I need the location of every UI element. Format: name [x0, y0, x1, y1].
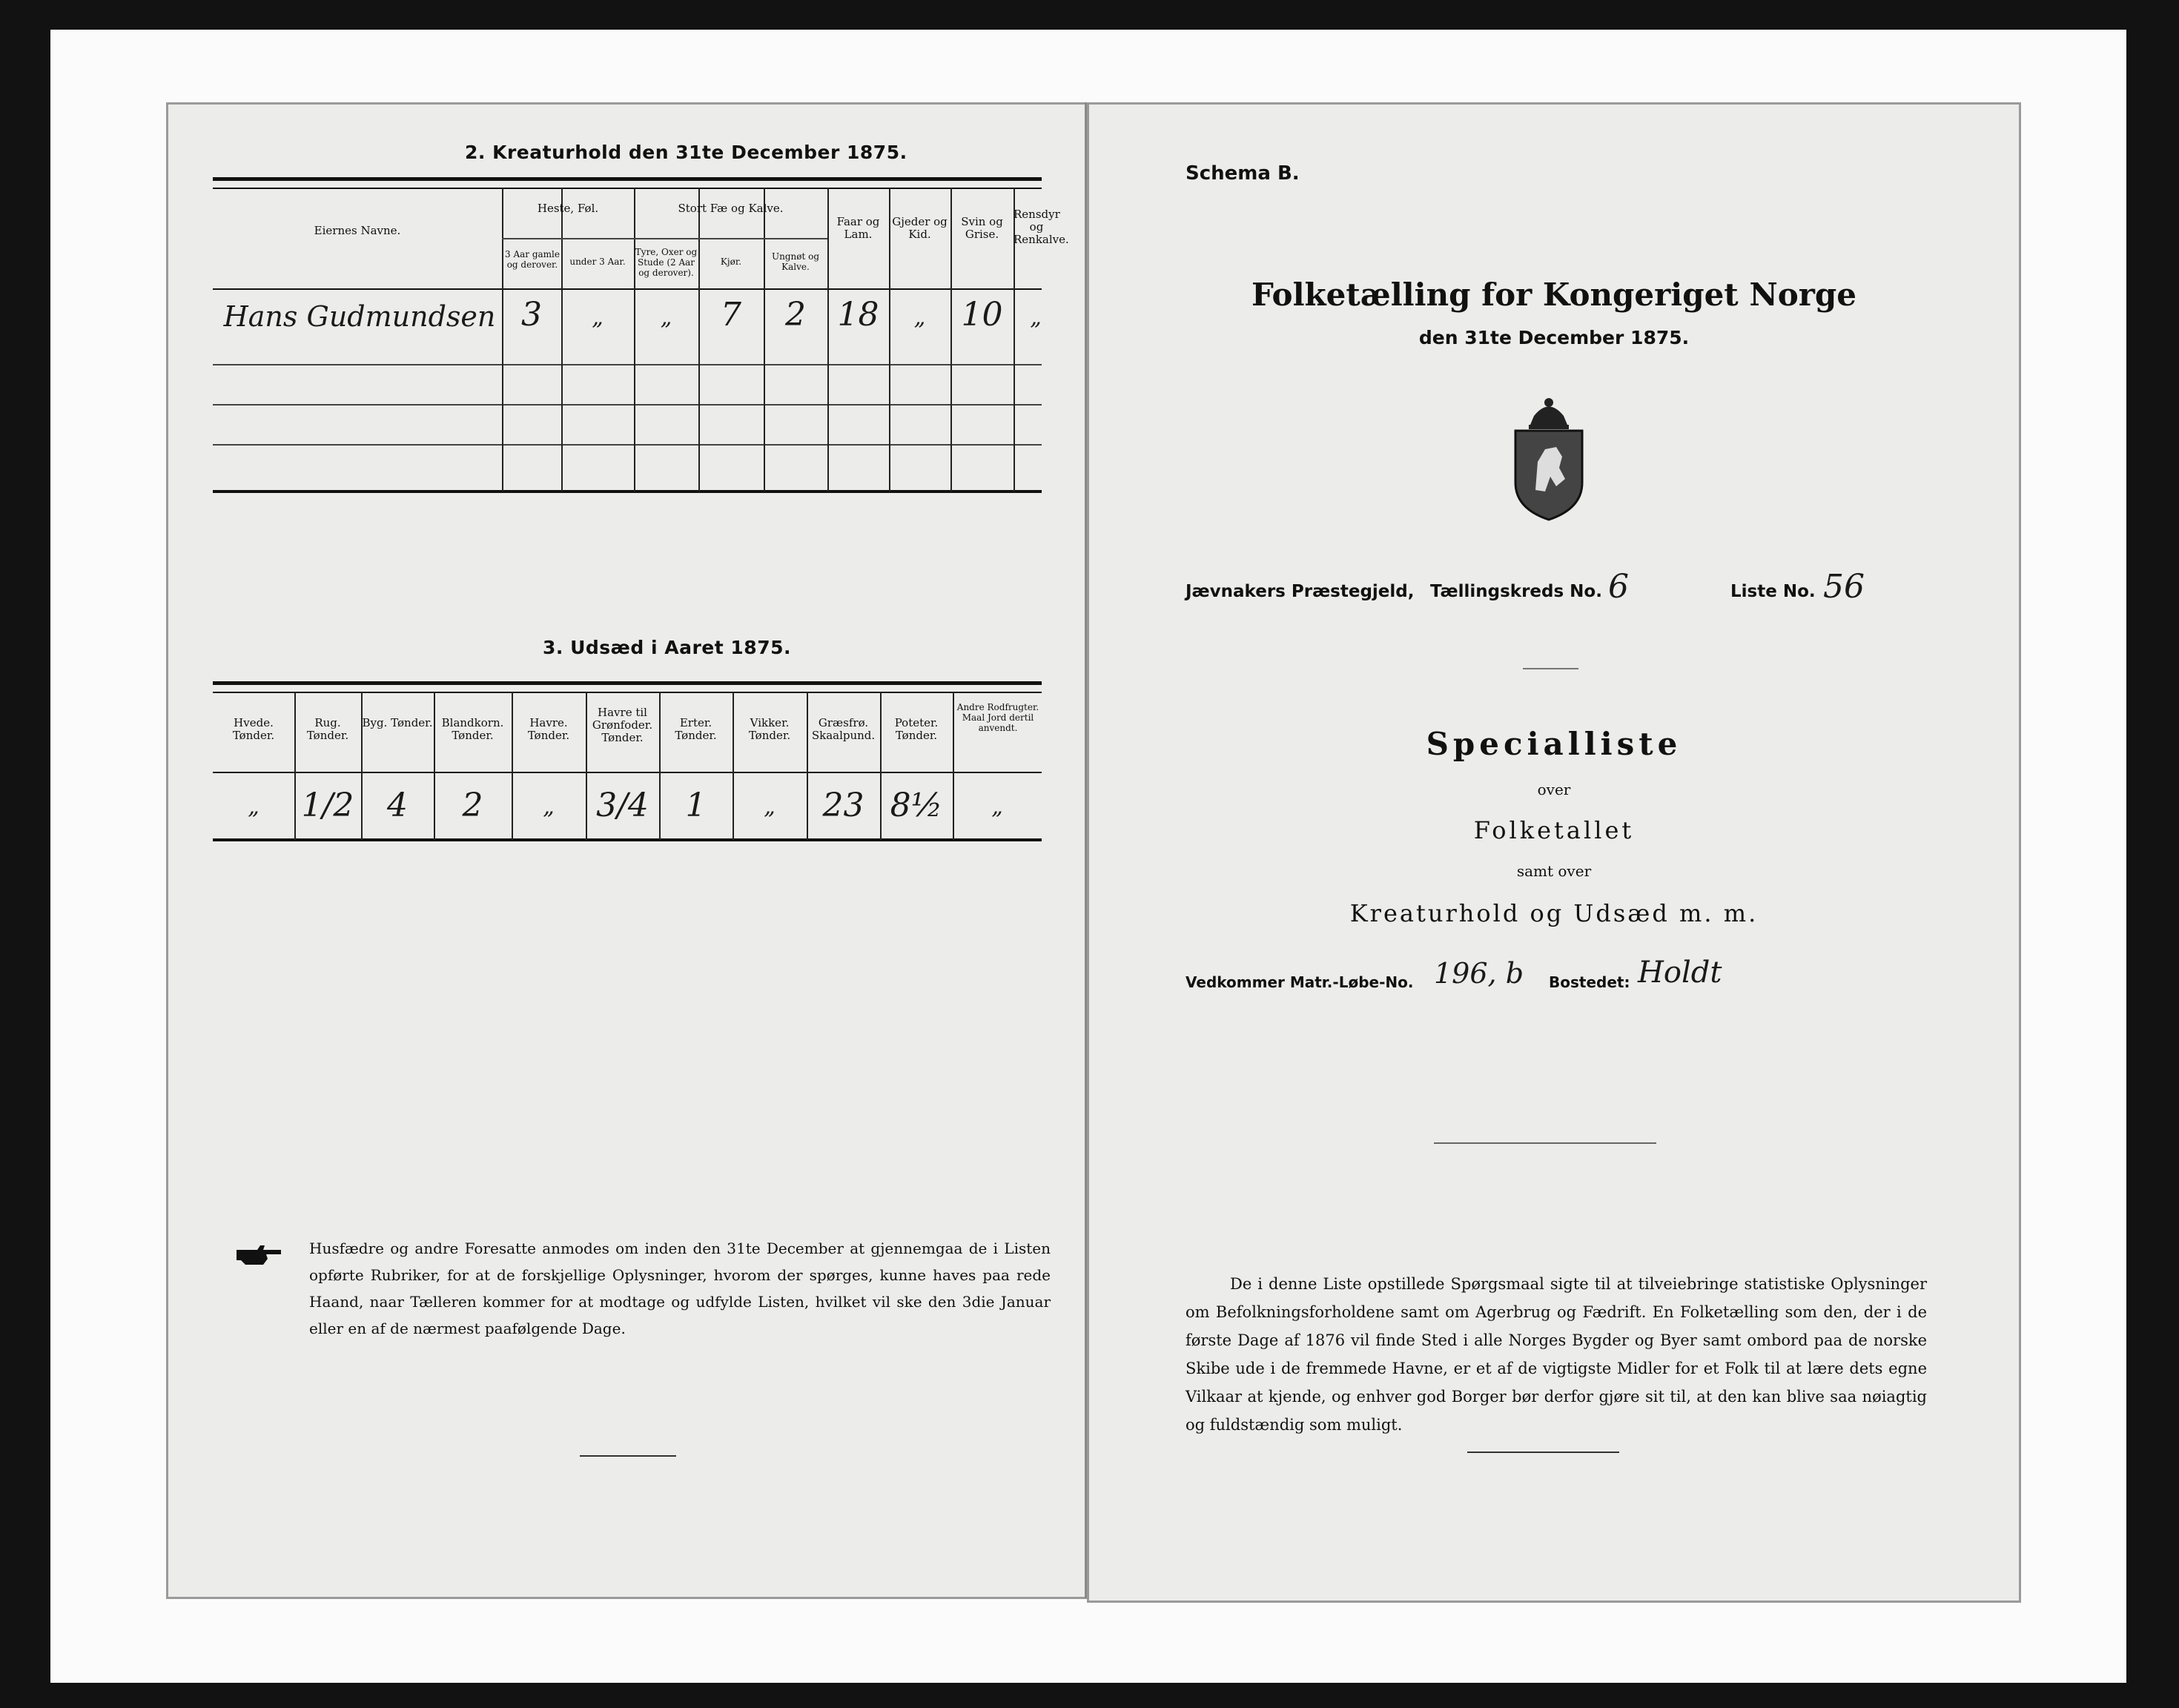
seed-cell: 1 — [685, 787, 707, 824]
horses-3yr-header: 3 Aar gamle og derover. — [505, 249, 560, 270]
goats-header: Gjeder og Kid. — [892, 215, 948, 241]
seed-header-wheat: Hvede. Tønder. — [232, 716, 275, 742]
kreaturhold-text: Kreaturhold og Udsæd m. m. — [1349, 899, 1759, 927]
cattle-header: Stort Fæ og Kalve. — [678, 202, 784, 215]
table-top-rule-thin — [213, 188, 1042, 189]
livestock-cell: 18 — [837, 296, 879, 334]
livestock-section-title: 2. Kreaturhold den 31te December 1875. — [465, 142, 907, 163]
seed-header-vetch: Vikker. Tønder. — [748, 716, 791, 742]
horses-under3-header: under 3 Aar. — [569, 256, 626, 267]
livestock-cell: „ — [913, 305, 926, 331]
census-date: den 31te December 1875. — [1418, 327, 1690, 348]
divider — [1467, 1452, 1619, 1453]
horses-header: Heste, Føl. — [537, 202, 599, 215]
livestock-cell: „ — [1030, 305, 1042, 331]
seed-header-mixed: Blandkorn. Tønder. — [441, 716, 504, 742]
sheep-header: Faar og Lam. — [836, 215, 880, 241]
bosted-value: Holdt — [1638, 956, 1722, 990]
divider — [580, 1455, 676, 1457]
divider — [1523, 668, 1578, 669]
census-title: Folketælling for Kongeriget Norge — [1251, 277, 1856, 313]
seed-header-roots: Andre Rodfrugter. Maal Jord dertil anvendt. — [956, 702, 1039, 733]
livestock-cell: „ — [592, 305, 604, 331]
seed-cell: „ — [248, 794, 259, 820]
matr-value: 196, b — [1434, 957, 1524, 990]
left-page — [166, 102, 1090, 1599]
parish-label: Jævnakers Præstegjeld, — [1186, 582, 1415, 601]
table-bottom-rule — [213, 490, 1042, 493]
seed-cell: 8½ — [890, 787, 943, 824]
livestock-cell: 7 — [721, 296, 741, 334]
seed-header-green-oats: Havre til Grønfoder. Tønder. — [592, 706, 653, 744]
district-label: Tællingskreds No. — [1430, 582, 1602, 601]
bulls-header: Tyre, Oxer og Stude (2 Aar og derover). — [635, 247, 698, 278]
list-value: 56 — [1823, 568, 1865, 606]
cows-header: Kjør. — [720, 256, 742, 267]
pigs-header: Svin og Grise. — [961, 215, 1003, 241]
seed-header-grass: Græsfrø. Skaalpund. — [811, 716, 876, 742]
notice-text: Husfædre og andre Foresatte anmodes om inden den 31te December at gjennemgaa de i Listen opførte Rubriker, for at de forskjellige Oplysninger, hvorom der spørges, kunne haves paa rede Haand, naar Tælleren kommer for at modtage og udfylde Listen, hvilket vil ske den 3die Januar eller en af de nærmest paafølgende Dage. — [309, 1239, 1051, 1337]
seed-cell: „ — [991, 794, 1003, 820]
bosted-label: Bostedet: — [1549, 973, 1630, 991]
seed-cell: „ — [543, 794, 555, 820]
table-header-rule — [213, 288, 1042, 290]
reindeer-header: Rensdyr og Renkalve. — [1014, 208, 1069, 246]
calves-header: Ungnøt og Kalve. — [771, 251, 820, 272]
row-line — [213, 404, 1042, 406]
seed-section-title: 3. Udsæd i Aaret 1875. — [543, 637, 791, 658]
seed-header-oats: Havre. Tønder. — [527, 716, 570, 742]
special-list-title: Specialliste — [1426, 726, 1682, 762]
right-page — [1087, 102, 2021, 1603]
seed-cell: „ — [764, 794, 776, 820]
row-line — [213, 444, 1042, 446]
seed-header-peas: Erter. Tønder. — [675, 716, 717, 742]
list-label: Liste No. — [1730, 582, 1816, 601]
seed-cell: 2 — [462, 787, 483, 824]
over-text: over — [1537, 781, 1571, 798]
seed-cell: 3/4 — [596, 787, 649, 824]
seed-cell: 23 — [822, 787, 864, 824]
livestock-cell: „ — [660, 305, 672, 331]
owner-column-header: Eiernes Navne. — [314, 224, 401, 237]
matr-label: Vedkommer Matr.-Løbe-No. — [1186, 973, 1414, 991]
table-top-rule — [213, 177, 1042, 181]
livestock-cell: 10 — [961, 296, 1003, 334]
row-line — [213, 364, 1042, 365]
seed-cell: 4 — [387, 787, 408, 824]
intro-text: De i denne Liste opstillede Spørgsmaal sigte til at tilveiebringe statistiske Oplysninger om Befolkningsforholdene samt om Agerbrug og Fædrift. En Folketælling som den, der i de første Dage af 1876 vil finde Sted i alle Norges Bygder og Byer samt ombord paa de norske Skibe ude i de fremmede Havne, er et af de vigtigste Midler for et Folk til at lære dets egne Vilkaar at kjende, og enhver god Borger bør derfor gjøre sit til, at den kan blive saa nøiagtig og fuldstændig som muligt. — [1186, 1275, 1927, 1434]
livestock-cell: 3 — [521, 296, 542, 334]
samt-over-text: samt over — [1516, 862, 1592, 880]
coat-of-arms-icon — [1504, 394, 1593, 523]
divider — [1434, 1142, 1656, 1144]
pointing-hand-icon — [235, 1242, 282, 1268]
seed-header-barley: Byg. Tønder. — [362, 716, 433, 729]
livestock-cell: 2 — [785, 296, 806, 334]
seed-cell: 1/2 — [301, 787, 354, 824]
district-value: 6 — [1608, 568, 1629, 606]
schema-label: Schema B. — [1186, 162, 1300, 185]
folketallet-text: Folketallet — [1473, 816, 1635, 844]
seed-header-rye: Rug. Tønder. — [306, 716, 349, 742]
owner-name: Hans Gudmundsen — [223, 300, 496, 333]
seed-header-potatoes: Poteter. Tønder. — [894, 716, 939, 742]
